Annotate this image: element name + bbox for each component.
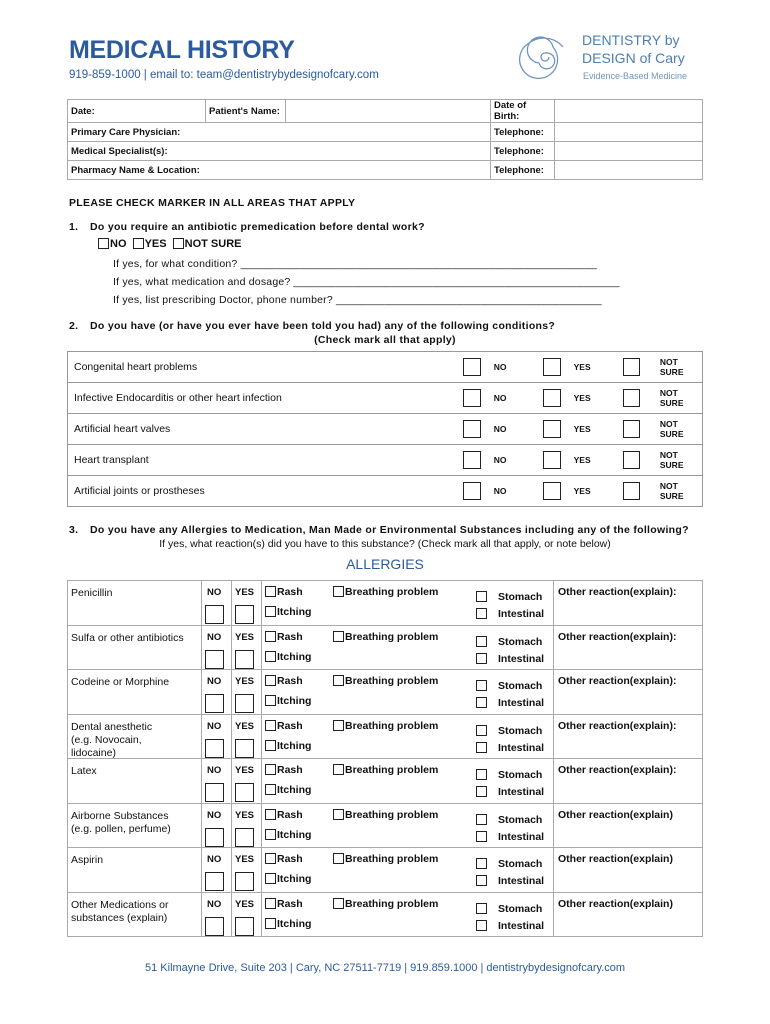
intestinal-checkbox[interactable]: [476, 786, 487, 797]
intestinal-label: Intestinal: [498, 875, 545, 887]
conditions-table: [67, 351, 703, 507]
option-label: YES: [573, 393, 591, 403]
logo-line-2: DESIGN of Cary: [582, 50, 685, 66]
condition-label: Infective Endocarditis or other heart infection: [68, 383, 463, 414]
condition-not-sure-checkbox[interactable]: [623, 482, 640, 500]
intestinal-checkbox[interactable]: [476, 653, 487, 664]
breathing-label: Breathing problem: [345, 719, 439, 732]
patients-name-field[interactable]: [286, 100, 491, 123]
no-label: NO: [207, 854, 222, 865]
yes-label: YES: [235, 720, 255, 732]
other-reaction-label[interactable]: Other reaction(explain):: [558, 586, 677, 598]
itching-label: Itching: [277, 606, 312, 618]
intestinal-label: Intestinal: [498, 697, 545, 709]
condition-not-sure-checkbox[interactable]: [623, 451, 640, 469]
instructions: PLEASE CHECK MARKER IN ALL AREAS THAT APPLY: [69, 197, 356, 209]
logo-line-1: DENTISTRY by: [582, 32, 680, 48]
medical-specialist-label[interactable]: Medical Specialist(s):: [68, 142, 491, 161]
no-label: NO: [207, 720, 222, 732]
allergy-yes-checkbox[interactable]: [235, 605, 254, 624]
allergy-yes-checkbox[interactable]: [235, 739, 254, 758]
option-label: YES: [573, 362, 591, 372]
rash-checkbox[interactable]: [265, 631, 276, 642]
condition-yes-checkbox[interactable]: [543, 420, 561, 438]
allergy-row: [68, 626, 702, 671]
rash-label: Rash: [277, 630, 303, 643]
itching-checkbox[interactable]: [265, 740, 276, 751]
yes-label: YES: [235, 676, 255, 687]
no-label: NO: [207, 765, 222, 776]
condition-no-checkbox[interactable]: [463, 358, 481, 376]
condition-yes-checkbox[interactable]: [543, 451, 561, 469]
q1-options: [98, 238, 244, 250]
stomach-checkbox[interactable]: [476, 858, 487, 869]
itching-checkbox[interactable]: [265, 829, 276, 840]
allergy-no-checkbox[interactable]: [205, 783, 224, 802]
itching-checkbox[interactable]: [265, 784, 276, 795]
option-label: NOT SURE: [659, 481, 684, 501]
stomach-label: Stomach: [498, 813, 543, 826]
rash-label: Rash: [277, 897, 303, 910]
other-reaction-label[interactable]: Other reaction(explain): [558, 853, 673, 865]
allergy-no-checkbox[interactable]: [205, 605, 224, 624]
stomach-checkbox[interactable]: [476, 591, 487, 602]
breathing-label: Breathing problem: [345, 853, 439, 865]
intestinal-label: Intestinal: [498, 652, 545, 665]
condition-not-sure-checkbox[interactable]: [623, 420, 640, 438]
condition-yes-checkbox[interactable]: [543, 389, 561, 407]
question-number: 3.: [69, 524, 79, 536]
itching-label: Itching: [277, 739, 312, 752]
rash-checkbox[interactable]: [265, 720, 276, 731]
rash-label: Rash: [277, 764, 303, 776]
other-reaction-label[interactable]: Other reaction(explain):: [558, 719, 677, 732]
allergy-row: [68, 581, 702, 626]
telephone-label: Telephone:: [491, 123, 555, 142]
intestinal-checkbox[interactable]: [476, 608, 487, 619]
rash-checkbox[interactable]: [265, 809, 276, 820]
allergy-no-checkbox[interactable]: [205, 917, 224, 936]
no-label: NO: [207, 898, 222, 910]
patient-info-table: [67, 99, 703, 180]
allergy-no-checkbox[interactable]: [205, 872, 224, 891]
breathing-checkbox[interactable]: [333, 720, 344, 731]
allergy-yes-checkbox[interactable]: [235, 828, 254, 847]
intestinal-checkbox[interactable]: [476, 831, 487, 842]
option-label: YES: [573, 486, 591, 496]
q1-yes-checkbox[interactable]: [133, 238, 144, 249]
allergy-row: [68, 804, 702, 849]
allergy-row: [68, 848, 702, 893]
intestinal-label: Intestinal: [498, 919, 545, 932]
yes-label: YES: [235, 765, 255, 776]
no-label: NO: [207, 809, 222, 821]
yes-label: YES: [235, 809, 255, 821]
allergy-row: [68, 893, 702, 938]
yes-label: YES: [235, 898, 255, 910]
breathing-label: Breathing problem: [345, 586, 439, 598]
yes-label: YES: [235, 587, 255, 598]
allergy-yes-checkbox[interactable]: [235, 872, 254, 891]
option-label: NOT SURE: [659, 388, 684, 408]
intestinal-checkbox[interactable]: [476, 697, 487, 708]
breathing-checkbox[interactable]: [333, 898, 344, 909]
allergen-name: Aspirin: [71, 854, 104, 866]
allergy-no-checkbox[interactable]: [205, 828, 224, 847]
option-label: YES: [573, 424, 591, 434]
allergen-name: Latex: [71, 765, 97, 777]
rash-label: Rash: [277, 586, 303, 598]
allergy-row: [68, 670, 702, 715]
other-reaction-label[interactable]: Other reaction(explain): [558, 897, 673, 910]
breathing-label: Breathing problem: [345, 764, 439, 776]
itching-label: Itching: [277, 828, 312, 841]
allergy-row: [68, 715, 702, 760]
condition-row: [68, 445, 703, 476]
q1-no-checkbox[interactable]: [98, 238, 109, 249]
stomach-label: Stomach: [498, 591, 543, 603]
rash-label: Rash: [277, 808, 303, 821]
condition-not-sure-checkbox[interactable]: [623, 358, 640, 376]
allergy-row: [68, 759, 702, 804]
allergy-no-checkbox[interactable]: [205, 739, 224, 758]
itching-label: Itching: [277, 917, 312, 930]
allergen-name: Other Medications or substances (explain): [71, 898, 169, 924]
yes-label: YES: [235, 631, 255, 643]
condition-label: Heart transplant: [68, 445, 463, 476]
telephone-label: Telephone:: [491, 142, 555, 161]
stomach-label: Stomach: [498, 635, 543, 648]
allergy-no-checkbox[interactable]: [205, 650, 224, 669]
stomach-label: Stomach: [498, 858, 543, 870]
option-label: NO: [493, 486, 507, 496]
allergen-name: Dental anesthetic (e.g. Novocain, lidocaine): [71, 720, 153, 759]
q1-not-sure-checkbox[interactable]: [173, 238, 184, 249]
footer-address: 51 Kilmayne Drive, Suite 203 | Cary, NC 27511-7719 | 919.859.1000 | dentistrybydesignofcary.com: [145, 962, 625, 974]
question-number: 2.: [69, 320, 79, 332]
condition-row: [68, 476, 703, 507]
question-3: [69, 524, 689, 536]
other-reaction-label[interactable]: Other reaction(explain):: [558, 675, 677, 687]
telephone-field[interactable]: [555, 123, 703, 142]
stomach-label: Stomach: [498, 680, 543, 692]
option-label: NO: [493, 455, 507, 465]
telephone-field[interactable]: [555, 161, 703, 180]
other-reaction-label[interactable]: Other reaction(explain): [558, 808, 673, 821]
allergen-name: Sulfa or other antibiotics: [71, 631, 184, 644]
date-label: Date:: [68, 100, 206, 123]
primary-care-physician-label[interactable]: Primary Care Physician:: [68, 123, 491, 142]
condition-not-sure-checkbox[interactable]: [623, 389, 640, 407]
allergen-name: Airborne Substances (e.g. pollen, perfume): [71, 809, 171, 835]
breathing-label: Breathing problem: [345, 675, 439, 687]
no-label: NO: [207, 587, 222, 598]
telephone-label: Telephone:: [491, 161, 555, 180]
condition-label: Artificial heart valves: [68, 414, 463, 445]
page-title: MEDICAL HISTORY: [69, 36, 295, 64]
option-label: NO: [493, 393, 507, 403]
intestinal-label: Intestinal: [498, 608, 545, 620]
question-number: 1.: [69, 221, 79, 233]
question-2: [69, 320, 555, 332]
stomach-checkbox[interactable]: [476, 725, 487, 736]
itching-checkbox[interactable]: [265, 606, 276, 617]
option-label: NOT SURE: [659, 450, 684, 470]
allergen-name: Codeine or Morphine: [71, 676, 170, 688]
allergies-table: [67, 580, 703, 937]
itching-checkbox[interactable]: [265, 873, 276, 884]
stomach-checkbox[interactable]: [476, 814, 487, 825]
date-of-birth-label: Date of Birth:: [491, 100, 555, 123]
option-label: YES: [144, 238, 167, 250]
condition-label: Artificial joints or prostheses: [68, 476, 463, 507]
followup-medication[interactable]: If yes, what medication and dosage? ______________________________________________________: [113, 276, 620, 288]
rash-label: Rash: [277, 853, 303, 865]
intestinal-checkbox[interactable]: [476, 742, 487, 753]
breathing-checkbox[interactable]: [333, 586, 344, 597]
intestinal-label: Intestinal: [498, 741, 545, 754]
contact-line: 919-859-1000 | email to: team@dentistrybydesignofcary.com: [69, 69, 379, 81]
question-text: Do you require an antibiotic premedication before dental work?: [90, 221, 425, 233]
breathing-checkbox[interactable]: [333, 631, 344, 642]
allergen-name: Penicillin: [71, 587, 113, 599]
stomach-label: Stomach: [498, 724, 543, 737]
no-label: NO: [207, 676, 222, 687]
itching-label: Itching: [277, 784, 312, 796]
stomach-checkbox[interactable]: [476, 636, 487, 647]
allergy-yes-checkbox[interactable]: [235, 694, 254, 713]
itching-checkbox[interactable]: [265, 651, 276, 662]
pharmacy-label[interactable]: Pharmacy Name & Location:: [68, 161, 491, 180]
allergy-yes-checkbox[interactable]: [235, 783, 254, 802]
itching-label: Itching: [277, 695, 312, 707]
option-label: NO: [493, 424, 507, 434]
stomach-checkbox[interactable]: [476, 680, 487, 691]
q3-note: If yes, what reaction(s) did you have to this substance? (Check mark all that apply, or note below): [159, 538, 611, 550]
condition-no-checkbox[interactable]: [463, 451, 481, 469]
breathing-label: Breathing problem: [345, 897, 439, 910]
question-1: [69, 221, 425, 233]
stomach-label: Stomach: [498, 902, 543, 915]
option-label: NO: [493, 362, 507, 372]
breathing-checkbox[interactable]: [333, 853, 344, 864]
yes-label: YES: [235, 854, 255, 865]
breathing-checkbox[interactable]: [333, 764, 344, 775]
followup-doctor[interactable]: If yes, list prescribing Doctor, phone number? ____________________________________________: [113, 294, 602, 306]
allergies-heading: ALLERGIES: [346, 556, 424, 572]
question-text: Do you have any Allergies to Medication, Man Made or Environmental Substances including any of the following?: [90, 524, 689, 536]
question-text: Do you have (or have you ever have been told you had) any of the following conditions?: [90, 320, 556, 332]
breathing-checkbox[interactable]: [333, 675, 344, 686]
itching-label: Itching: [277, 650, 312, 663]
patients-name-label: Patient's Name:: [206, 100, 286, 123]
condition-no-checkbox[interactable]: [463, 420, 481, 438]
other-reaction-label[interactable]: Other reaction(explain):: [558, 764, 677, 776]
condition-label: Congenital heart problems: [68, 352, 463, 383]
condition-row: [68, 352, 703, 383]
allergy-no-checkbox[interactable]: [205, 694, 224, 713]
practice-logo: [505, 26, 705, 88]
date-of-birth-field[interactable]: [555, 100, 703, 123]
rash-checkbox[interactable]: [265, 764, 276, 775]
other-reaction-label[interactable]: Other reaction(explain):: [558, 630, 677, 643]
allergy-yes-checkbox[interactable]: [235, 917, 254, 936]
followup-condition[interactable]: If yes, for what condition? ___________________________________________________________: [113, 258, 597, 270]
condition-no-checkbox[interactable]: [463, 389, 481, 407]
stomach-checkbox[interactable]: [476, 769, 487, 780]
breathing-label: Breathing problem: [345, 808, 439, 821]
option-label: NOT SURE: [184, 238, 242, 250]
option-label: NO: [110, 238, 127, 250]
stomach-checkbox[interactable]: [476, 903, 487, 914]
condition-yes-checkbox[interactable]: [543, 482, 561, 500]
option-label: NOT SURE: [659, 357, 684, 377]
allergy-yes-checkbox[interactable]: [235, 650, 254, 669]
no-label: NO: [207, 631, 222, 643]
breathing-label: Breathing problem: [345, 630, 439, 643]
telephone-field[interactable]: [555, 142, 703, 161]
itching-label: Itching: [277, 873, 312, 885]
rash-checkbox[interactable]: [265, 853, 276, 864]
option-label: YES: [573, 455, 591, 465]
spiral-logo-icon: [505, 26, 577, 88]
rash-label: Rash: [277, 719, 303, 732]
intestinal-label: Intestinal: [498, 830, 545, 843]
condition-no-checkbox[interactable]: [463, 482, 481, 500]
intestinal-checkbox[interactable]: [476, 920, 487, 931]
itching-checkbox[interactable]: [265, 695, 276, 706]
rash-checkbox[interactable]: [265, 898, 276, 909]
condition-row: [68, 414, 703, 445]
rash-label: Rash: [277, 675, 303, 687]
condition-yes-checkbox[interactable]: [543, 358, 561, 376]
q2-note: (Check mark all that apply): [314, 334, 456, 346]
condition-row: [68, 383, 703, 414]
stomach-label: Stomach: [498, 769, 543, 781]
itching-checkbox[interactable]: [265, 918, 276, 929]
option-label: NOT SURE: [659, 419, 684, 439]
intestinal-checkbox[interactable]: [476, 875, 487, 886]
rash-checkbox[interactable]: [265, 586, 276, 597]
rash-checkbox[interactable]: [265, 675, 276, 686]
breathing-checkbox[interactable]: [333, 809, 344, 820]
intestinal-label: Intestinal: [498, 786, 545, 798]
logo-tagline: Evidence-Based Medicine: [583, 71, 688, 81]
